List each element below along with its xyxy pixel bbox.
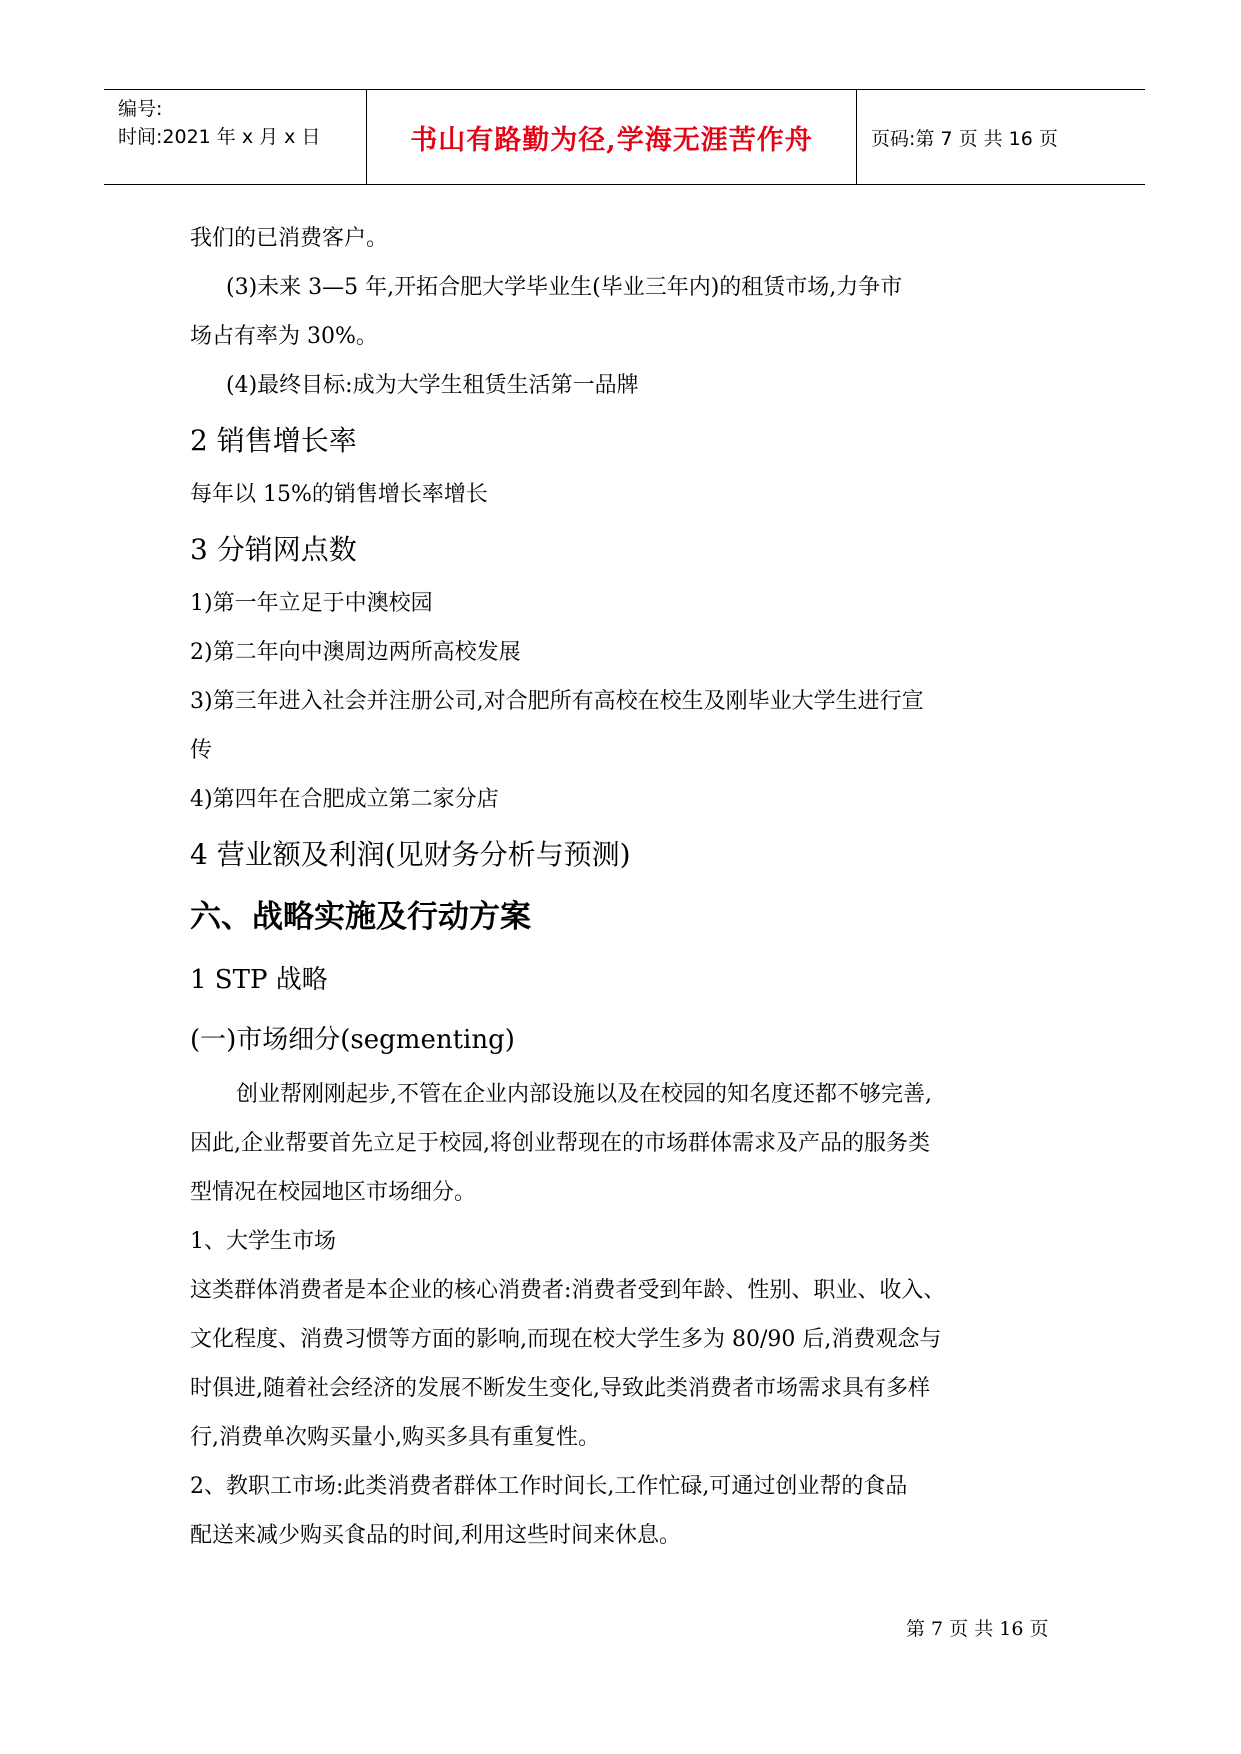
paragraph: (4)最终目标:成为大学生租赁生活第一品牌: [226, 373, 639, 398]
list-item-continued: 传: [190, 738, 213, 763]
paragraph: 创业帮刚刚起步,不管在企业内部设施以及在校园的知名度还都不够完善,: [236, 1082, 932, 1107]
subheading-sales-growth: 2 销售增长率: [190, 424, 357, 457]
list-item: 1、大学生市场: [190, 1229, 336, 1254]
paragraph: (3)未来 3—5 年,开拓合肥大学毕业生(毕业三年内)的租赁市场,力争市: [226, 275, 903, 300]
header-page-number: 页码:第 7 页 共 16 页: [871, 127, 1058, 150]
subheading-revenue: 4 营业额及利润(见财务分析与预测): [190, 838, 631, 871]
paragraph: 型情况在校园地区市场细分。: [190, 1180, 477, 1205]
paragraph: 每年以 15%的销售增长率增长: [190, 482, 488, 507]
section-heading-6: 六、战略实施及行动方案: [190, 899, 531, 935]
paragraph: 文化程度、消费习惯等方面的影响,而现在校大学生多为 80/90 后,消费观念与: [190, 1327, 942, 1352]
header-meta-cell: [104, 90, 367, 184]
header-motto: 书山有路勤为径,学海无涯苦作舟: [410, 124, 813, 156]
paragraph: 时俱进,随着社会经济的发展不断发生变化,导致此类消费者市场需求具有多样: [190, 1376, 930, 1401]
header-motto-cell: [367, 90, 857, 184]
paragraph: 我们的已消费客户。: [190, 226, 389, 251]
list-item: 1)第一年立足于中澳校园: [190, 591, 433, 616]
document-number-label: 编号:: [118, 98, 163, 120]
subheading-segmenting: (一)市场细分(segmenting): [190, 1025, 515, 1055]
document-body: [190, 214, 1070, 1560]
page-footer: 第 7 页 共 16 页: [906, 1618, 1049, 1640]
list-item: 4)第四年在合肥成立第二家分店: [190, 787, 499, 812]
list-item: 2、教职工市场:此类消费者群体工作时间长,工作忙碌,可通过创业帮的食品: [190, 1474, 908, 1499]
subheading-stp: 1 STP 战略: [190, 965, 328, 995]
document-time-label: 时间:2021 年 x 月 x 日: [118, 126, 321, 148]
header-page-cell: [857, 90, 1145, 184]
list-item: 2)第二年向中澳周边两所高校发展: [190, 640, 521, 665]
paragraph: 因此,企业帮要首先立足于校园,将创业帮现在的市场群体需求及产品的服务类: [190, 1131, 930, 1156]
paragraph: 配送来减少购买食品的时间,利用这些时间来休息。: [190, 1523, 681, 1548]
paragraph: 行,消费单次购买量小,购买多具有重复性。: [190, 1425, 600, 1450]
paragraph: 场占有率为 30%。: [190, 324, 378, 349]
subheading-outlets: 3 分销网点数: [190, 533, 357, 566]
list-item: 3)第三年进入社会并注册公司,对合肥所有高校在校生及刚毕业大学生进行宣: [190, 689, 924, 714]
page-header: [104, 89, 1145, 185]
paragraph: 这类群体消费者是本企业的核心消费者:消费者受到年龄、性别、职业、收入、: [190, 1278, 946, 1303]
